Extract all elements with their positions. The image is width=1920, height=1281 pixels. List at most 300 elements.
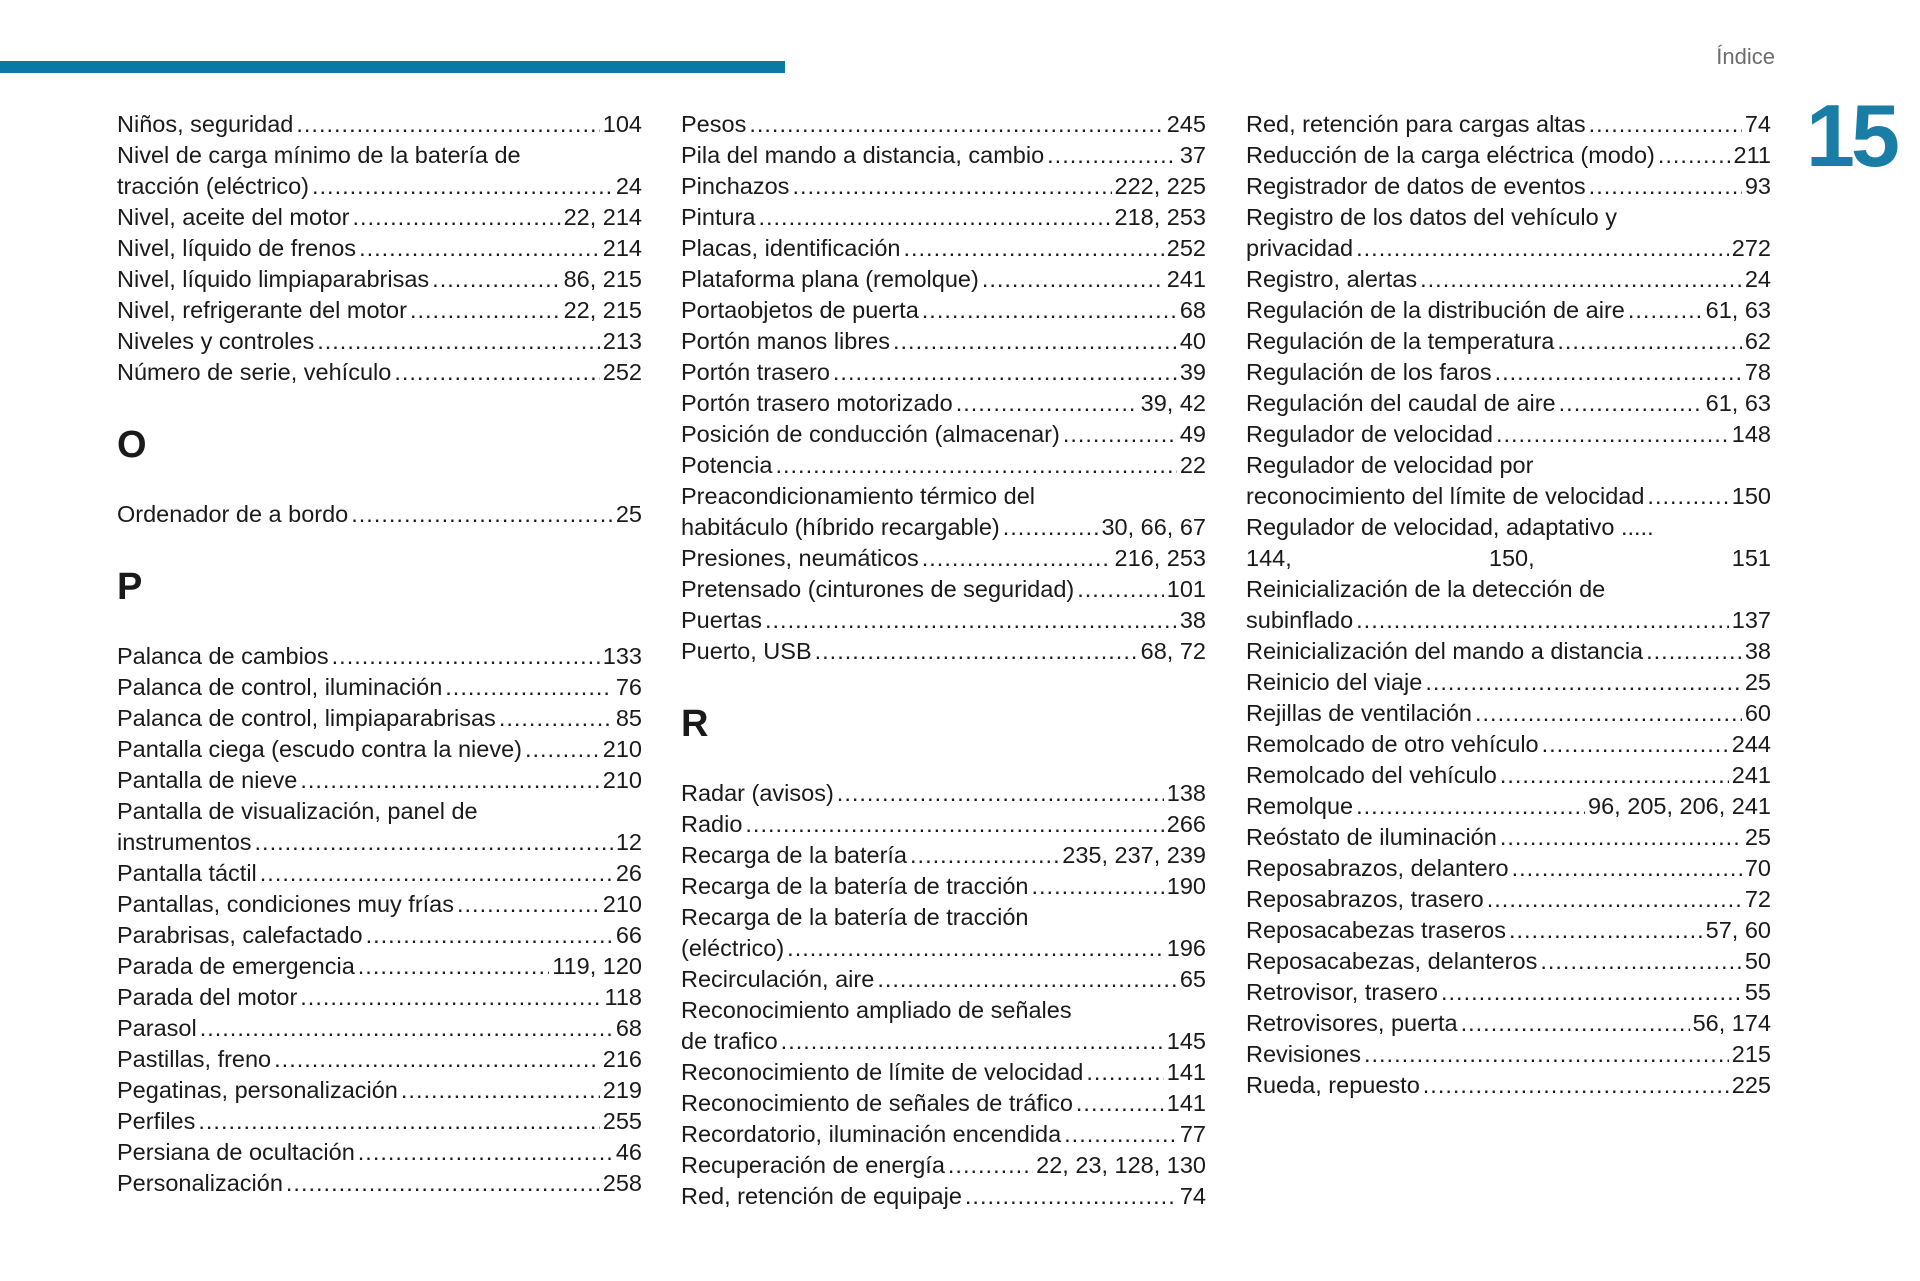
index-entry bbox=[681, 450, 1206, 481]
dot-leader bbox=[1500, 760, 1729, 791]
letter-heading-r: R bbox=[681, 703, 709, 745]
page-reference: 78 bbox=[1744, 359, 1771, 385]
page-reference: 25 bbox=[1744, 669, 1771, 695]
entry-term: Regulación del caudal de aire bbox=[1246, 390, 1556, 416]
entry-term: Recuperación de energía bbox=[681, 1152, 945, 1178]
index-entry bbox=[1246, 140, 1771, 171]
page-reference: 12 bbox=[615, 829, 642, 855]
dot-leader bbox=[1500, 822, 1742, 853]
entry-term: de trafico bbox=[681, 1028, 778, 1054]
entry-term: Regulación de la temperatura bbox=[1246, 328, 1555, 354]
index-entry bbox=[1246, 326, 1771, 357]
index-entry bbox=[117, 703, 642, 734]
page-reference: 144, bbox=[1246, 545, 1292, 571]
index-group-r-continued-b bbox=[1246, 574, 1771, 1101]
dot-leader bbox=[1540, 946, 1742, 977]
entry-term-line: Regulador de velocidad por bbox=[1246, 452, 1534, 478]
dot-leader bbox=[457, 889, 600, 920]
page-reference: 241 bbox=[1166, 266, 1206, 292]
entry-term: Parada del motor bbox=[117, 984, 298, 1010]
index-entry bbox=[117, 1168, 642, 1199]
dot-leader bbox=[1063, 419, 1177, 450]
page-reference: 55 bbox=[1744, 979, 1771, 1005]
dot-leader bbox=[359, 233, 600, 264]
entry-term: Ordenador de a bordo bbox=[117, 501, 349, 527]
index-entry bbox=[681, 605, 1206, 636]
page-reference: 210 bbox=[602, 736, 642, 762]
dot-leader bbox=[956, 388, 1138, 419]
entry-term: Portón trasero bbox=[681, 359, 830, 385]
dot-leader bbox=[1032, 871, 1164, 902]
index-entry bbox=[117, 326, 642, 357]
page-reference: 22, 215 bbox=[563, 297, 642, 323]
dot-leader bbox=[260, 858, 613, 889]
page-reference: 30, 66, 67 bbox=[1101, 514, 1206, 540]
dot-leader bbox=[410, 295, 561, 326]
entry-term: Pegatinas, personalización bbox=[117, 1077, 398, 1103]
index-entry bbox=[681, 840, 1206, 871]
entry-term: Red, retención de equipaje bbox=[681, 1183, 962, 1209]
entry-term: privacidad bbox=[1246, 235, 1354, 261]
dot-leader bbox=[1559, 388, 1703, 419]
entry-term: Posición de conducción (almacenar) bbox=[681, 421, 1060, 447]
page-reference: 141 bbox=[1166, 1059, 1206, 1085]
index-entry bbox=[117, 889, 642, 920]
dot-leader bbox=[833, 357, 1177, 388]
dot-leader bbox=[1647, 481, 1728, 512]
page-reference: 215 bbox=[1731, 1041, 1771, 1067]
dot-leader bbox=[1646, 636, 1742, 667]
page-reference: 74 bbox=[1179, 1183, 1206, 1209]
index-entry bbox=[681, 902, 1206, 964]
page-reference: 61, 63 bbox=[1705, 390, 1771, 416]
dot-leader bbox=[317, 326, 600, 357]
index-entry bbox=[117, 202, 642, 233]
page-reference: 118 bbox=[604, 984, 642, 1010]
entry-term: Palanca de control, limpiaparabrisas bbox=[117, 705, 496, 731]
dot-leader bbox=[1496, 419, 1729, 450]
entry-term: Portón manos libres bbox=[681, 328, 890, 354]
entry-term: Pantalla táctil bbox=[117, 860, 257, 886]
dot-leader bbox=[525, 734, 600, 765]
index-entry bbox=[1246, 729, 1771, 760]
header-accent-bar bbox=[0, 61, 785, 73]
dot-leader bbox=[1441, 977, 1742, 1008]
page-reference: 266 bbox=[1166, 811, 1206, 837]
entry-term: Retrovisor, trasero bbox=[1246, 979, 1438, 1005]
dot-leader bbox=[351, 499, 613, 530]
entry-term: Palanca de cambios bbox=[117, 643, 329, 669]
dot-leader bbox=[765, 605, 1177, 636]
index-entry bbox=[117, 920, 642, 951]
entry-term: instrumentos bbox=[117, 829, 252, 855]
entry-term: Recirculación, aire bbox=[681, 966, 875, 992]
entry-term: Red, retención para cargas altas bbox=[1246, 111, 1586, 137]
index-entry bbox=[681, 264, 1206, 295]
page-reference: 255 bbox=[602, 1108, 642, 1134]
entry-term: Parasol bbox=[117, 1015, 197, 1041]
page-reference: 24 bbox=[1744, 266, 1771, 292]
page-reference: 62 bbox=[1744, 328, 1771, 354]
page-reference: 70 bbox=[1744, 855, 1771, 881]
dot-leader bbox=[499, 703, 613, 734]
index-entry bbox=[1246, 419, 1771, 450]
dot-leader bbox=[1495, 357, 1742, 388]
index-entry bbox=[1246, 357, 1771, 388]
page-reference: 225 bbox=[1731, 1072, 1771, 1098]
index-column-middle bbox=[681, 109, 1206, 1212]
entry-term: Recarga de la batería bbox=[681, 842, 908, 868]
entry-term: Radio bbox=[681, 811, 743, 837]
dot-leader bbox=[286, 1168, 600, 1199]
dot-leader bbox=[394, 357, 599, 388]
index-entry bbox=[681, 995, 1206, 1057]
index-entry bbox=[117, 109, 642, 140]
page-reference: 119, 120 bbox=[552, 953, 642, 979]
page-reference: 60 bbox=[1744, 700, 1771, 726]
page-reference: 196 bbox=[1166, 935, 1206, 961]
entry-term: subinflado bbox=[1246, 607, 1354, 633]
dot-leader bbox=[358, 1137, 613, 1168]
index-entry bbox=[117, 765, 642, 796]
index-entry bbox=[681, 326, 1206, 357]
page-reference: 133 bbox=[602, 643, 642, 669]
dot-leader bbox=[1509, 915, 1703, 946]
index-entry bbox=[117, 1013, 642, 1044]
index-entry bbox=[117, 140, 642, 202]
entry-term: Niños, seguridad bbox=[117, 111, 294, 137]
index-entry bbox=[117, 734, 642, 765]
index-entry bbox=[1246, 264, 1771, 295]
entry-term: Recarga de la batería de tracción bbox=[681, 873, 1029, 899]
index-column-left bbox=[117, 109, 642, 1199]
page-reference: 57, 60 bbox=[1705, 917, 1771, 943]
dot-leader bbox=[787, 933, 1164, 964]
index-entry bbox=[117, 982, 642, 1013]
index-entry bbox=[117, 264, 642, 295]
entry-term: Reinicio del viaje bbox=[1246, 669, 1423, 695]
page-reference: 68 bbox=[615, 1015, 642, 1041]
entry-term: (eléctrico) bbox=[681, 935, 785, 961]
index-entry bbox=[681, 1088, 1206, 1119]
dot-leader bbox=[1628, 295, 1703, 326]
page-reference: 252 bbox=[602, 359, 642, 385]
entry-term: Portaobjetos de puerta bbox=[681, 297, 919, 323]
dot-leader bbox=[758, 202, 1111, 233]
index-entry bbox=[681, 109, 1206, 140]
entry-term: Remolque bbox=[1246, 793, 1354, 819]
entry-term: Personalización bbox=[117, 1170, 283, 1196]
page-reference: 22 bbox=[1179, 452, 1206, 478]
letter-heading-p: P bbox=[117, 566, 143, 608]
entry-term: Placas, identificación bbox=[681, 235, 901, 261]
page-reference: 219 bbox=[602, 1077, 642, 1103]
index-entry bbox=[1246, 202, 1771, 264]
page-reference: 85 bbox=[615, 705, 642, 731]
dot-leader bbox=[781, 1026, 1164, 1057]
page-reference: 40 bbox=[1179, 328, 1206, 354]
entry-term-line: Pantalla de visualización, panel de bbox=[117, 798, 478, 824]
dot-leader bbox=[332, 641, 600, 672]
dot-leader bbox=[893, 326, 1177, 357]
page-reference: 145 bbox=[1166, 1028, 1206, 1054]
dot-leader bbox=[401, 1075, 600, 1106]
entry-term: Pila del mando a distancia, cambio bbox=[681, 142, 1045, 168]
index-entry bbox=[681, 964, 1206, 995]
dot-leader bbox=[1425, 667, 1742, 698]
dot-leader bbox=[1542, 729, 1729, 760]
entry-term: Registrador de datos de eventos bbox=[1246, 173, 1586, 199]
dot-leader bbox=[296, 109, 599, 140]
entry-term: Rejillas de ventilación bbox=[1246, 700, 1472, 726]
dot-leader bbox=[1077, 574, 1164, 605]
page-reference: 49 bbox=[1179, 421, 1206, 447]
entry-term: Pantalla de nieve bbox=[117, 767, 298, 793]
dot-leader bbox=[300, 765, 599, 796]
index-entry bbox=[117, 233, 642, 264]
dot-leader bbox=[1589, 109, 1742, 140]
entry-term: Retrovisores, puerta bbox=[1246, 1010, 1458, 1036]
entry-term-line: Nivel de carga mínimo de la batería de bbox=[117, 142, 521, 168]
section-label: Índice bbox=[1716, 44, 1775, 69]
entry-term: Portón trasero motorizado bbox=[681, 390, 953, 416]
dot-leader bbox=[877, 964, 1177, 995]
dot-leader bbox=[775, 450, 1176, 481]
entry-term: Reducción de la carga eléctrica (modo) bbox=[1246, 142, 1655, 168]
entry-term-line: Registro de los datos del vehículo y bbox=[1246, 204, 1617, 230]
index-entry bbox=[681, 357, 1206, 388]
index-entry bbox=[681, 140, 1206, 171]
page-reference: 252 bbox=[1166, 235, 1206, 261]
dot-leader bbox=[837, 778, 1164, 809]
dot-leader bbox=[1076, 1088, 1164, 1119]
page-reference: 86, 215 bbox=[563, 266, 642, 292]
dot-leader bbox=[1557, 326, 1742, 357]
dot-leader bbox=[198, 1106, 599, 1137]
dot-leader bbox=[1356, 791, 1585, 822]
page-reference: 76 bbox=[615, 674, 642, 700]
dot-leader bbox=[1047, 140, 1177, 171]
dot-leader bbox=[255, 827, 613, 858]
dot-leader bbox=[922, 295, 1177, 326]
page-reference: 214 bbox=[602, 235, 642, 261]
index-entry bbox=[1246, 1008, 1771, 1039]
index-group-n bbox=[117, 109, 642, 388]
index-group-o bbox=[117, 499, 642, 530]
page-reference: 68, 72 bbox=[1140, 638, 1206, 664]
index-entry bbox=[1246, 295, 1771, 326]
dot-leader bbox=[1487, 884, 1742, 915]
index-entry bbox=[681, 1057, 1206, 1088]
entry-term: Remolcado del vehículo bbox=[1246, 762, 1497, 788]
entry-term: Nivel, líquido de frenos bbox=[117, 235, 357, 261]
page-reference: 66 bbox=[615, 922, 642, 948]
page-reference: 26 bbox=[615, 860, 642, 886]
page-reference: 190 bbox=[1166, 873, 1206, 899]
index-entry bbox=[1246, 977, 1771, 1008]
index-entry bbox=[1246, 915, 1771, 946]
entry-term-line: Reconocimiento ampliado de señales bbox=[681, 997, 1072, 1023]
index-entry bbox=[1246, 698, 1771, 729]
entry-term: Reposacabezas traseros bbox=[1246, 917, 1506, 943]
dot-leader bbox=[432, 264, 560, 295]
entry-term-line: Reinicialización de la detección de bbox=[1246, 576, 1606, 602]
entry-term: Puertas bbox=[681, 607, 762, 633]
dot-leader bbox=[445, 672, 613, 703]
index-entry bbox=[117, 357, 642, 388]
page-reference: 72 bbox=[1744, 886, 1771, 912]
dot-leader bbox=[1512, 853, 1742, 884]
page-reference: 104 bbox=[602, 111, 642, 137]
dot-leader bbox=[1589, 171, 1742, 202]
index-entry bbox=[1246, 1039, 1771, 1070]
index-entry bbox=[681, 481, 1206, 543]
index-entry bbox=[681, 1150, 1206, 1181]
page-reference: 22, 214 bbox=[563, 204, 642, 230]
dot-leader bbox=[1423, 1070, 1729, 1101]
page-reference: 56, 174 bbox=[1692, 1010, 1771, 1036]
index-entry bbox=[117, 499, 642, 530]
page-reference: 222, 225 bbox=[1114, 173, 1206, 199]
dot-leader bbox=[1364, 1039, 1729, 1070]
entry-term: Nivel, refrigerante del motor bbox=[117, 297, 407, 323]
page-reference: 24 bbox=[615, 173, 642, 199]
dot-leader bbox=[1356, 233, 1729, 264]
entry-term: Regulación de la distribución de aire bbox=[1246, 297, 1625, 323]
entry-term: Recordatorio, iluminación encendida bbox=[681, 1121, 1062, 1147]
page-reference: 137 bbox=[1731, 607, 1771, 633]
page-reference: 38 bbox=[1179, 607, 1206, 633]
dot-leader bbox=[1475, 698, 1742, 729]
entry-term: habitáculo (híbrido recargable) bbox=[681, 514, 1000, 540]
entry-term: Reconocimiento de límite de velocidad bbox=[681, 1059, 1084, 1085]
entry-term: Potencia bbox=[681, 452, 773, 478]
page-reference: 39 bbox=[1179, 359, 1206, 385]
dot-leader bbox=[1658, 140, 1731, 171]
index-column-right bbox=[1246, 109, 1771, 1101]
index-entry bbox=[1246, 760, 1771, 791]
index-entry bbox=[681, 1119, 1206, 1150]
page-reference: 210 bbox=[602, 767, 642, 793]
entry-term: Pinchazos bbox=[681, 173, 790, 199]
dot-leader bbox=[300, 982, 601, 1013]
entry-term: Número de serie, vehículo bbox=[117, 359, 392, 385]
dot-leader bbox=[792, 171, 1111, 202]
page-reference: 235, 237, 239 bbox=[1062, 842, 1206, 868]
chapter-number: 15 bbox=[1806, 86, 1896, 185]
index-group-r-continued-a bbox=[1246, 109, 1771, 512]
entry-term-line: Recarga de la batería de tracción bbox=[681, 904, 1029, 930]
index-entry bbox=[681, 636, 1206, 667]
entry-term: Pesos bbox=[681, 111, 747, 137]
dot-leader bbox=[1086, 1057, 1163, 1088]
index-entry bbox=[1246, 574, 1771, 636]
entry-term: Persiana de ocultación bbox=[117, 1139, 355, 1165]
page-reference: 65 bbox=[1179, 966, 1206, 992]
page-reference: 77 bbox=[1179, 1121, 1206, 1147]
entry-term: Niveles y controles bbox=[117, 328, 315, 354]
dot-leader bbox=[312, 171, 613, 202]
entry-term: Reposabrazos, delantero bbox=[1246, 855, 1509, 881]
dot-leader bbox=[353, 202, 561, 233]
index-entry bbox=[681, 809, 1206, 840]
page-reference: 151 bbox=[1731, 545, 1771, 571]
entry-term: Parada de emergencia bbox=[117, 953, 355, 979]
entry-term: Reconocimiento de señales de tráfico bbox=[681, 1090, 1073, 1116]
dot-leader bbox=[745, 809, 1163, 840]
index-entry bbox=[681, 778, 1206, 809]
index-entry bbox=[681, 388, 1206, 419]
index-entry bbox=[117, 1137, 642, 1168]
index-entry bbox=[1246, 853, 1771, 884]
entry-term: Nivel, aceite del motor bbox=[117, 204, 350, 230]
page-reference: 101 bbox=[1166, 576, 1206, 602]
page-reference: 39, 42 bbox=[1140, 390, 1206, 416]
dot-leader bbox=[903, 233, 1163, 264]
dot-leader bbox=[922, 543, 1112, 574]
page-reference: 218, 253 bbox=[1114, 204, 1206, 230]
dot-leader bbox=[200, 1013, 613, 1044]
page-reference: 68 bbox=[1179, 297, 1206, 323]
entry-term: Remolcado de otro vehículo bbox=[1246, 731, 1539, 757]
page-reference: 150 bbox=[1731, 483, 1771, 509]
page-reference: 96, 205, 206, 241 bbox=[1588, 793, 1771, 819]
entry-term: Reposabrazos, trasero bbox=[1246, 886, 1484, 912]
entry-term: Perfiles bbox=[117, 1108, 196, 1134]
index-entry bbox=[681, 871, 1206, 902]
index-entry bbox=[117, 1044, 642, 1075]
index-entry bbox=[1246, 450, 1771, 512]
entry-term: Rueda, repuesto bbox=[1246, 1072, 1420, 1098]
index-entry bbox=[1246, 946, 1771, 977]
dot-leader bbox=[910, 840, 1059, 871]
index-entry bbox=[681, 233, 1206, 264]
dot-leader bbox=[948, 1150, 1033, 1181]
page-reference: 216, 253 bbox=[1114, 545, 1206, 571]
index-entry bbox=[117, 641, 642, 672]
index-entry bbox=[1246, 636, 1771, 667]
index-entry bbox=[117, 858, 642, 889]
entry-term: Plataforma plana (remolque) bbox=[681, 266, 979, 292]
entry-term: reconocimiento del límite de velocidad bbox=[1246, 483, 1645, 509]
index-entry bbox=[117, 1075, 642, 1106]
page-reference: 25 bbox=[615, 501, 642, 527]
dot-leader bbox=[358, 951, 550, 982]
entry-term: Pastillas, freno bbox=[117, 1046, 272, 1072]
page-reference: 244 bbox=[1731, 731, 1771, 757]
index-entry bbox=[1246, 388, 1771, 419]
page-reference: 148 bbox=[1731, 421, 1771, 447]
entry-term: Radar (avisos) bbox=[681, 780, 834, 806]
page-reference: 245 bbox=[1166, 111, 1206, 137]
entry-term: Parabrisas, calefactado bbox=[117, 922, 363, 948]
page-reference: 50 bbox=[1744, 948, 1771, 974]
entry-term: Revisiones bbox=[1246, 1041, 1361, 1067]
dot-leader bbox=[366, 920, 613, 951]
index-entry bbox=[681, 171, 1206, 202]
page-reference: 61, 63 bbox=[1705, 297, 1771, 323]
entry-term: Pantallas, condiciones muy frías bbox=[117, 891, 454, 917]
dot-leader bbox=[749, 109, 1163, 140]
page-reference: 38 bbox=[1744, 638, 1771, 664]
index-entry bbox=[1246, 791, 1771, 822]
index-entry bbox=[1246, 1070, 1771, 1101]
entry-term: Nivel, líquido limpiaparabrisas bbox=[117, 266, 430, 292]
index-entry bbox=[117, 951, 642, 982]
entry-term-line: Regulador de velocidad, adaptativo ..... bbox=[1246, 514, 1654, 540]
index-entry bbox=[117, 295, 642, 326]
page-reference: 211 bbox=[1733, 142, 1771, 168]
